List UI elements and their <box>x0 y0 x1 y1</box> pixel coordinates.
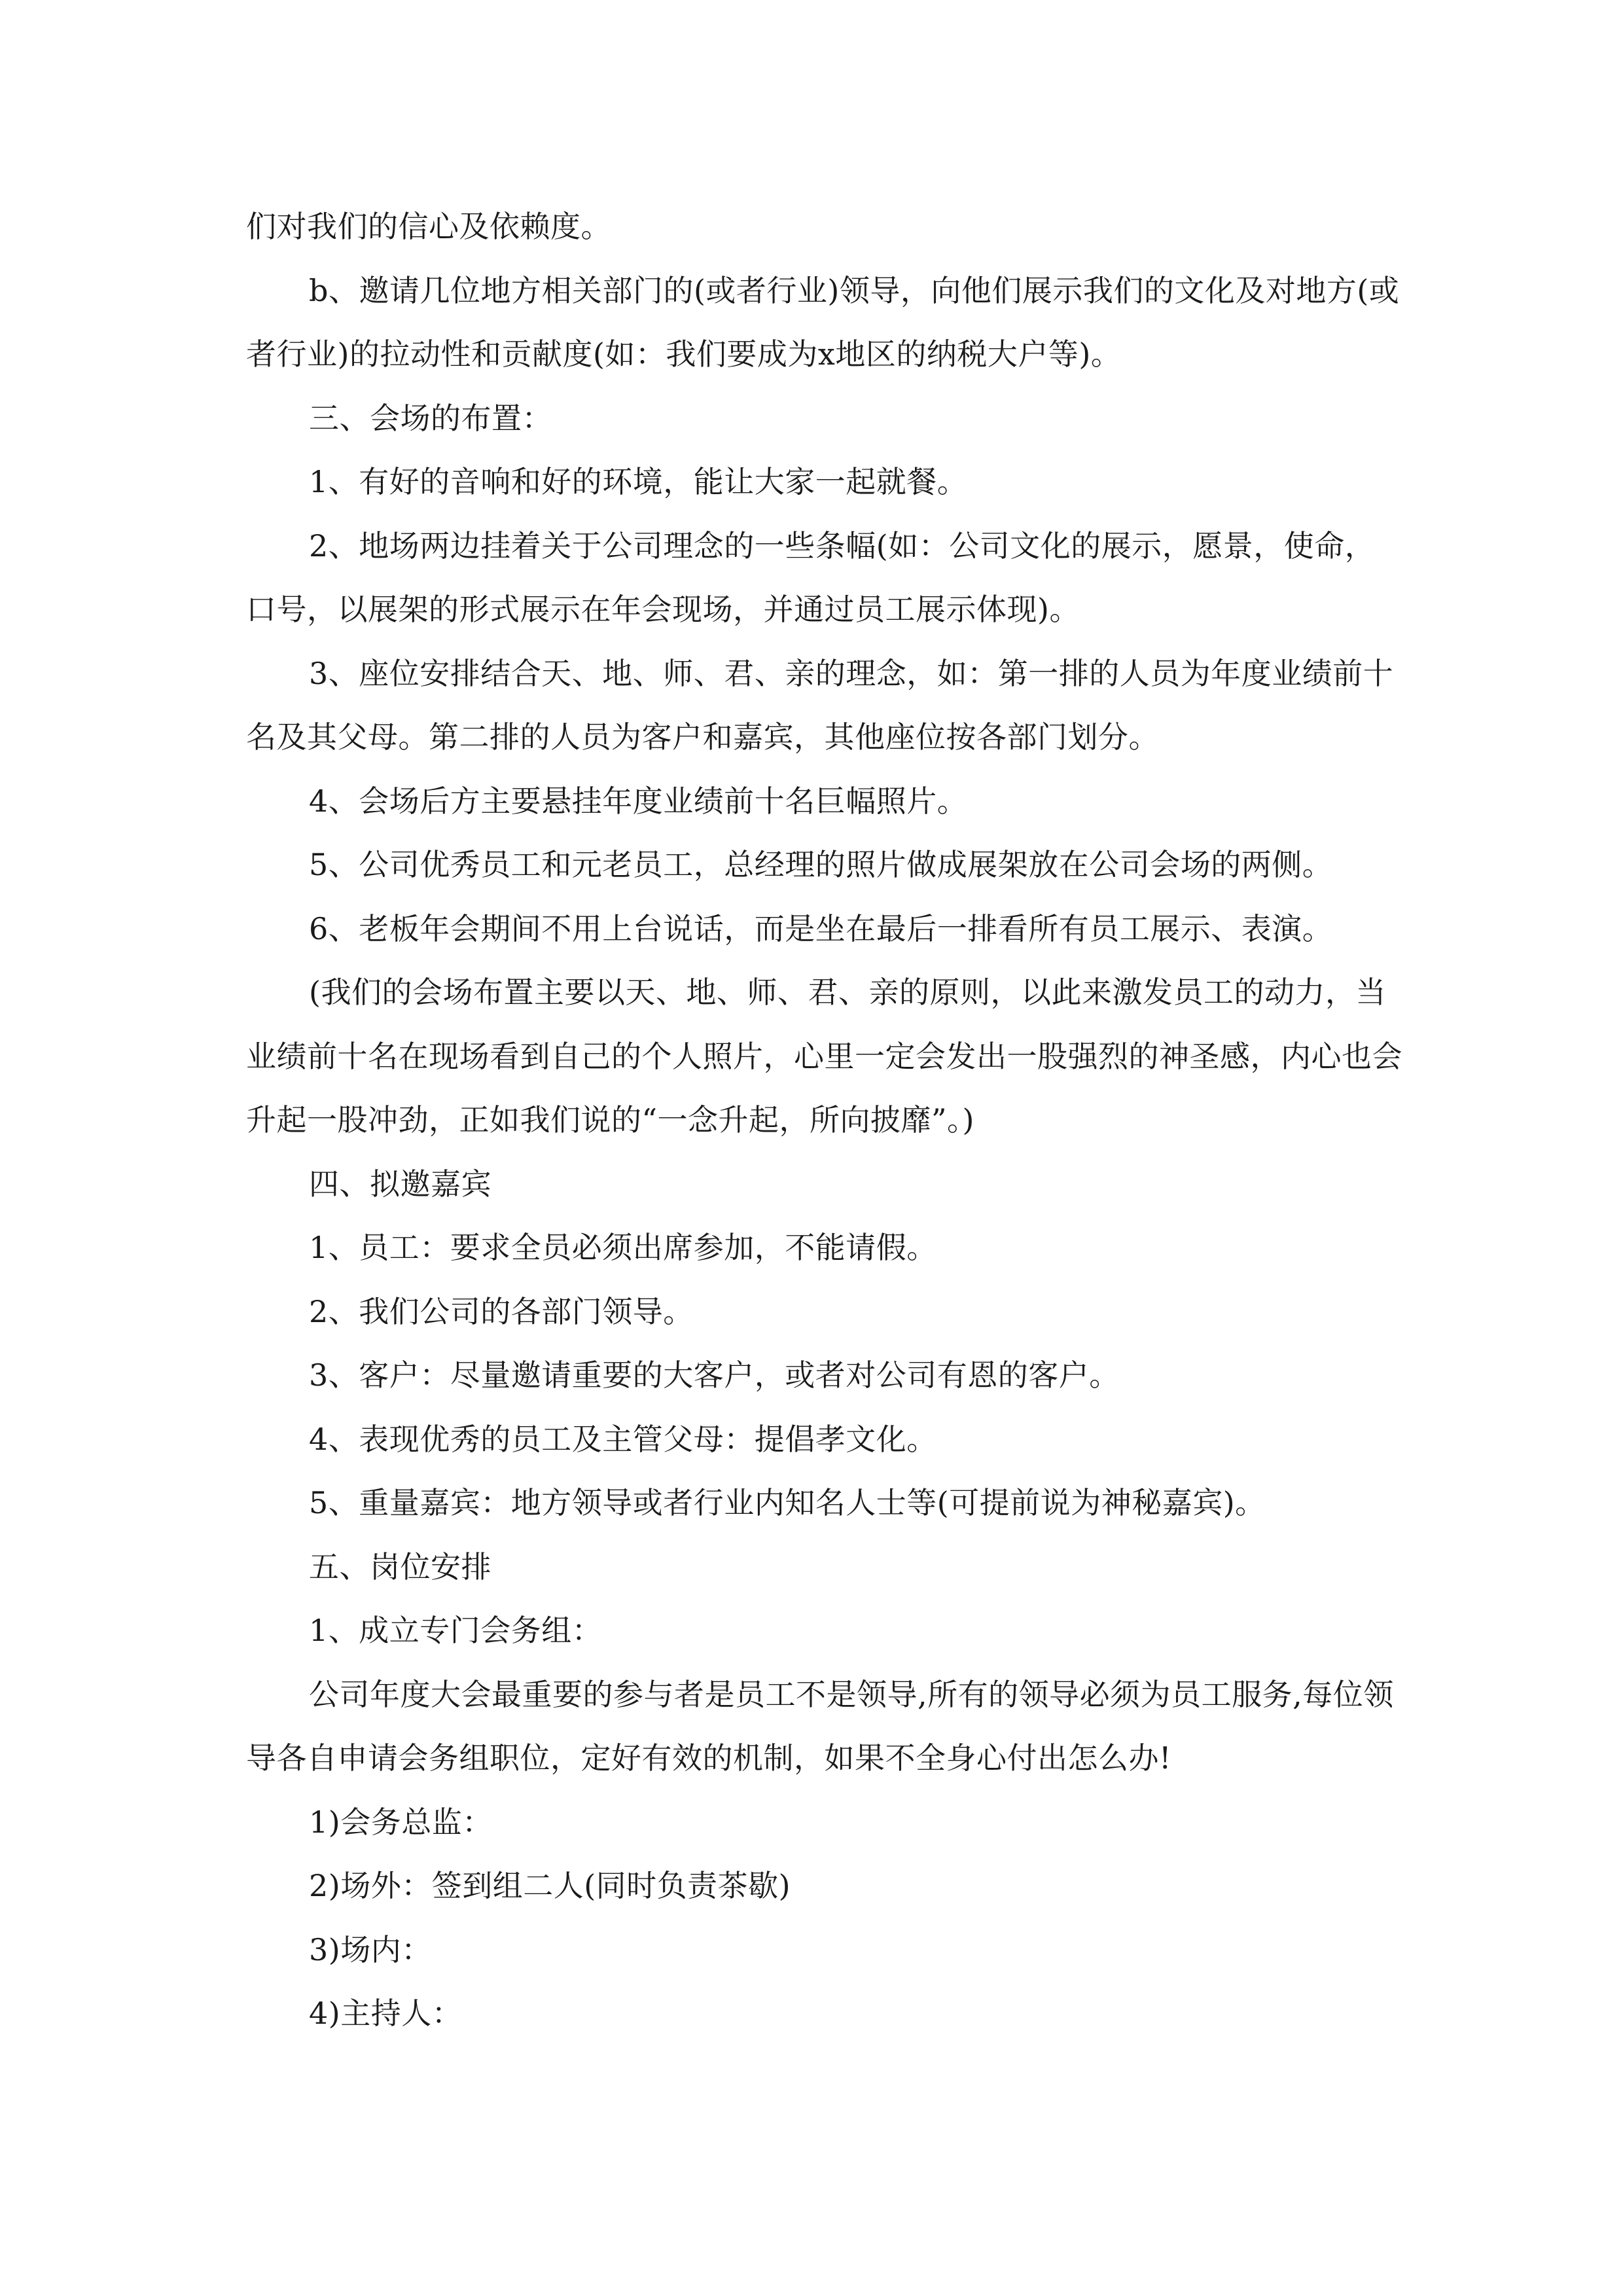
paragraph-venue-3: 3、座位安排结合天、地、师、君、亲的理念，如：第一排的人员为年度业绩前十名及其父母。第二排的人员为客户和嘉宾，其他座位按各部门划分。 <box>246 655 1394 755</box>
heading-venue-layout: 三、会场的布置： <box>309 400 552 436</box>
paragraph-positions-desc: 公司年度大会最重要的参与者是员工不是领导,所有的领导必须为员工服务,每位领导各自申请会务组职位，定好有效的机制，如果不全身心付出怎么办! <box>246 1676 1394 1776</box>
paragraph-guests-2: 2、我们公司的各部门领导。 <box>309 1293 694 1329</box>
heading-guests: 四、拟邀嘉宾 <box>309 1166 491 1202</box>
paragraph-venue-2: 2、地场两边挂着关于公司理念的一些条幅(如：公司文化的展示，愿景，使命，口号，以展架的形式展示在年会现场，并通过员工展示体现)。 <box>246 528 1376 627</box>
paragraph-guests-1: 1、员工：要求全员必须出席参加，不能请假。 <box>309 1230 937 1265</box>
document-body <box>246 195 1404 2046</box>
paragraph-continuation: 们对我们的信心及依赖度。 <box>246 209 611 244</box>
list-item-host: 4)主持人： <box>309 1996 463 2031</box>
paragraph-guests-4: 4、表现优秀的员工及主管父母：提倡孝文化。 <box>309 1421 937 1457</box>
list-item-outside: 2)场外：签到组二人(同时负责茶歇) <box>309 1868 791 1903</box>
heading-positions: 五、岗位安排 <box>309 1549 491 1585</box>
paragraph-venue-4: 4、会场后方主要悬挂年度业绩前十名巨幅照片。 <box>309 783 968 819</box>
paragraph-venue-6: 6、老板年会期间不用上台说话，而是坐在最后一排看所有员工展示、表演。 <box>309 910 1333 946</box>
paragraph-positions-1: 1、成立专门会务组： <box>309 1613 603 1648</box>
paragraph-venue-1: 1、有好的音响和好的环境，能让大家一起就餐。 <box>309 464 968 499</box>
paragraph-guests-3: 3、客户：尽量邀请重要的大客户，或者对公司有恩的客户。 <box>309 1357 1120 1393</box>
paragraph-venue-note: (我们的会场布置主要以天、地、师、君、亲的原则，以此来激发员工的动力，当业绩前十名在现场看到自己的个人照片，心里一定会发出一股强烈的神圣感，内心也会升起一股冲劲，正如我们说的“一念升起，所向披靡”。) <box>246 975 1402 1138</box>
list-item-director: 1)会务总监： <box>309 1804 493 1840</box>
paragraph-guests-5: 5、重量嘉宾：地方领导或者行业内知名人士等(可提前说为神秘嘉宾)。 <box>309 1485 1266 1520</box>
paragraph-invite-leaders: b、邀请几位地方相关部门的(或者行业)领导，向他们展示我们的文化及对地方(或者行业)的拉动性和贡献度(如：我们要成为x地区的纳税大户等)。 <box>246 272 1400 372</box>
paragraph-venue-5: 5、公司优秀员工和元老员工，总经理的照片做成展架放在公司会场的两侧。 <box>309 847 1333 882</box>
list-item-inside: 3)场内： <box>309 1931 432 1967</box>
